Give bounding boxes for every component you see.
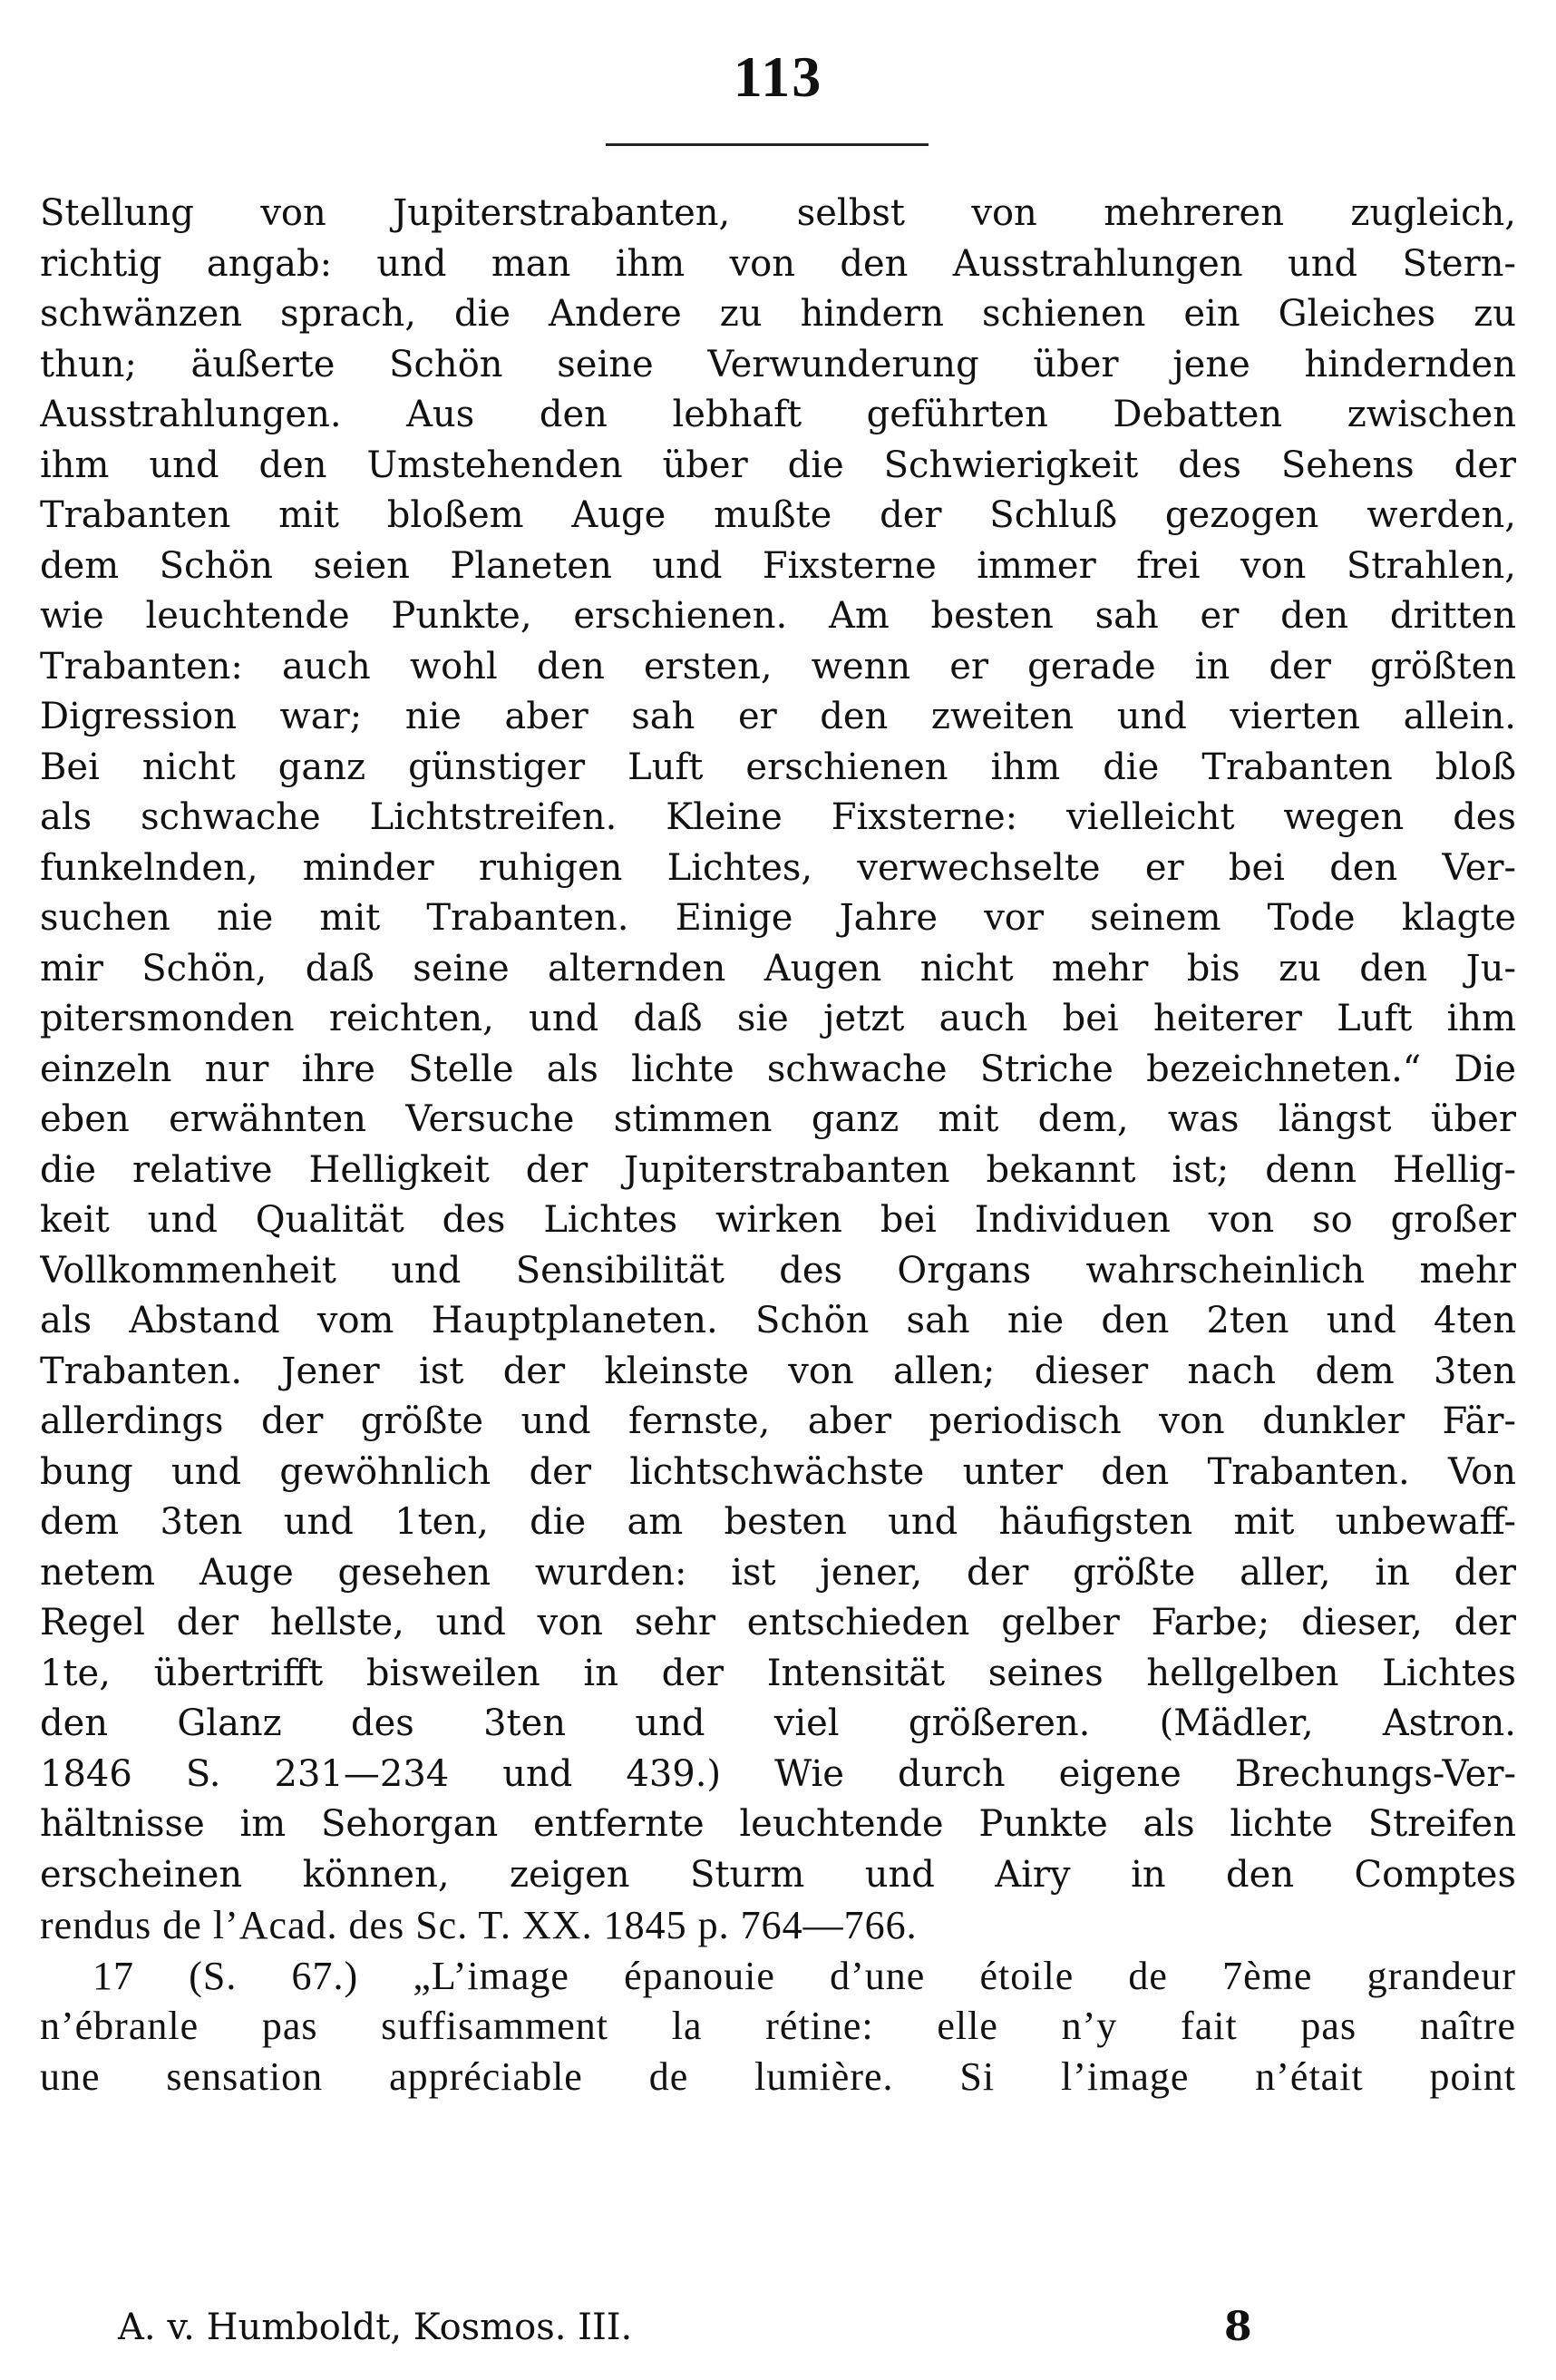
text-line: allerdings der größte und fernste, aber periodisch von dunkler Fär- <box>40 1400 1516 1442</box>
text-line: Digression war; nie aber sah er den zweiten und vierten allein. <box>40 696 1516 737</box>
text-line: dem Schön seien Planeten und Fixsterne immer frei von Strahlen, <box>40 544 1516 587</box>
text-line: Stellung von Jupiterstrabanten, selbst von mehreren zugleich, <box>40 192 1516 234</box>
text-line: erscheinen können, zeigen Sturm und Airy in den Comptes <box>40 1853 1516 1896</box>
text-line: Regel der hellste, und von sehr entschieden gelber Farbe; dieser, der <box>40 1602 1516 1644</box>
text-line: 1te, übertrifft bisweilen in der Intensität seines hellgelben Lichtes <box>40 1652 1516 1694</box>
text-line: eben erwähnten Versuche stimmen ganz mit dem, was längst über <box>40 1098 1516 1140</box>
page-number: 113 <box>733 44 823 109</box>
text-line: suchen nie mit Trabanten. Einige Jahre vor seinem Tode klagte <box>40 897 1516 939</box>
text-line: thun; äußerte Schön seine Verwunderung über jene hindernden <box>40 343 1516 385</box>
text-line: ihm und den Umstehenden über die Schwierigkeit des Sehens der <box>40 444 1516 486</box>
text-line: keit und Qualität des Lichtes wirken bei Individuen von so großer <box>40 1199 1516 1241</box>
text-line: bung und gewöhnlich der lichtschwächste unter den Trabanten. Von <box>40 1450 1516 1493</box>
footnote-line: une sensation appréciable de lumière. Si l’image n’était point <box>40 2053 1516 2099</box>
text-line: Vollkommenheit und Sensibilität des Organs wahrscheinlich mehr <box>40 1249 1516 1292</box>
text-line: dem 3ten und 1ten, die am besten und häufigsten mit unbewaff- <box>40 1501 1516 1543</box>
text-line: Bei nicht ganz günstiger Luft erschienen ihm die Trabanten bloß <box>40 746 1516 788</box>
footnote-line: n’ébranle pas suffisamment la rétine: elle n’y fait pas naître <box>40 2004 1516 2048</box>
text-line: Trabanten. Jener ist der kleinste von allen; dieser nach dem 3ten <box>40 1350 1516 1392</box>
footer-text: A. v. Humboldt, Kosmos. III. <box>118 2307 633 2348</box>
text-line: den Glanz des 3ten und viel größeren. (Mädler, Astron. <box>40 1702 1516 1744</box>
text-line: Trabanten: auch wohl den ersten, wenn er gerade in der größten <box>40 645 1516 688</box>
text-line: Ausstrahlungen. Aus den lebhaft geführten Debatten zwischen <box>40 394 1516 435</box>
text-line: pitersmonden reichten, und daß sie jetzt auch bei heiterer Luft ihm <box>40 998 1516 1039</box>
page-footer <box>118 2300 1297 2355</box>
text-line: rendus de l’Acad. des Sc. T. XX. 1845 p. 764—766. <box>40 1903 918 1947</box>
text-line: Trabanten mit bloßem Auge mußte der Schluß gezogen werden, <box>40 494 1516 536</box>
body-text <box>40 189 1516 2102</box>
text-line: mir Schön, daß seine alternden Augen nicht mehr bis zu den Ju- <box>40 947 1516 990</box>
text-line: funkelnden, minder ruhigen Lichtes, verwechselte er bei den Ver- <box>40 846 1516 889</box>
footnote-line: 17 (S. 67.) „L’image épanouie d’une étoile de 7ème grandeur <box>92 1953 1516 1998</box>
text-line: netem Auge gesehen wurden: ist jener, der größte aller, in der <box>40 1551 1516 1594</box>
text-line: als Abstand vom Hauptplaneten. Schön sah nie den 2ten und 4ten <box>40 1300 1516 1341</box>
text-line: die relative Helligkeit der Jupiterstrabanten bekannt ist; denn Hellig- <box>40 1148 1516 1191</box>
text-line: einzeln nur ihre Stelle als lichte schwache Striche bezeichneten.“ Die <box>40 1048 1516 1090</box>
text-line: hältnisse im Sehorgan entfernte leuchtende Punkte als lichte Streifen <box>40 1803 1516 1845</box>
text-line: 1846 S. 231—234 und 439.) Wie durch eigene Brechungs-Ver- <box>40 1752 1516 1795</box>
header-rule <box>606 143 929 146</box>
text-line: wie leuchtende Punkte, erschienen. Am besten sah er den dritten <box>40 595 1516 637</box>
text-line: schwänzen sprach, die Andere zu hindern schienen ein Gleiches zu <box>40 293 1516 335</box>
text-line: als schwache Lichtstreifen. Kleine Fixsterne: vielleicht wegen des <box>40 796 1516 838</box>
signature-mark: 8 <box>1224 2304 1252 2350</box>
text-line: richtig angab: und man ihm von den Ausstrahlungen und Stern- <box>40 242 1516 285</box>
